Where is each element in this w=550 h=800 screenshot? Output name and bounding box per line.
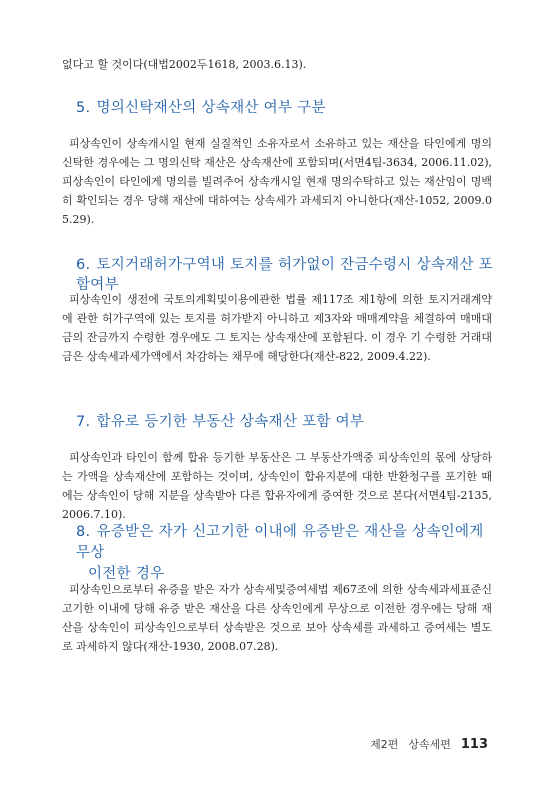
section-7-title: 합유로 등기한 부동산 상속재산 포함 여부 <box>96 414 365 430</box>
section-6-number: 6. <box>76 257 91 273</box>
section-8-heading <box>76 522 496 585</box>
section-5-title: 명의신탁재산의 상속재산 여부 구분 <box>96 100 326 116</box>
footer-title: 상속세편 <box>408 738 451 751</box>
section-5-body: 피상속인이 상속개시일 현재 실질적인 소유자로서 소유하고 있는 재산을 타인에게 명의신탁한 경우에는 그 명의신탁 재산은 상속재산에 포함되며(서면4팀-3634, 2006.11.02), 피상속인이 타인에게 명의를 빌려주어 상속개시일 현재 명의수탁하고 있는 재산임이 명백히 확인되는 경우 당해 재산에 대하여는 상속세가 과세되지 아니한다(재산-1052, 2009.05.29). <box>62 137 492 226</box>
section-7-heading <box>76 412 496 432</box>
section-8-title-line1: 유증받은 자가 신고기한 이내에 유증받은 재산을 상속인에게 무상 <box>76 524 484 561</box>
section-6-body: 피상속인이 생전에 국토의계획및이용에관한 법률 제117조 제1항에 의한 토지거래계약에 관한 허가구역에 있는 토지를 허가받지 아니하고 제3자와 매매계약을 체결하여 매매대금의 잔금까지 수령한 경우에도 그 토지는 상속재산에 포함된다. 이 경우 기 수령한 거래대금은 상속세과세가액에서 차감하는 채무에 해당한다(재산-822, 2009.4.22). <box>62 293 492 363</box>
section-7-body: 피상속인과 타인이 함께 합유 등기한 부동산은 그 부동산가액중 피상속인의 몫에 상당하는 가액을 상속재산에 포함하는 것이며, 상속인이 합유지분에 대한 반환청구를 포기한 때에는 상속인이 당해 지분을 상속받아 다른 합유자에게 증여한 것으로 본다(서면4팀-2135, 2006.7.10). <box>62 451 492 521</box>
lead-text: 없다고 할 것이다(대법2002두1618, 2003.6.13). <box>62 58 307 71</box>
section-8-body: 피상속인으로부터 유증을 받은 자가 상속세및증여세법 제67조에 의한 상속세과세표준신고기한 이내에 당해 유증 받은 재산을 다른 상속인에게 무상으로 이전한 경우에는 당해 재산을 상속인이 피상속인으로부터 상속받은 것으로 보아 상속세를 과세하고 증여세는 별도로 과세하지 않다(재산-1930, 2008.07.28). <box>62 583 492 653</box>
section-8-title-line2: 이전한 경우 <box>88 566 165 582</box>
section-5-heading <box>76 98 496 118</box>
footer-part: 제2편 <box>370 738 399 751</box>
page-footer <box>370 736 488 752</box>
page-number: 113 <box>460 737 488 752</box>
section-5-number: 5. <box>76 100 91 116</box>
section-6-heading <box>76 255 496 295</box>
section-6-title: 토지거래허가구역내 토지를 허가없이 잔금수령시 상속재산 포함여부 <box>76 257 493 293</box>
section-7-number: 7. <box>76 414 91 430</box>
section-8-number: 8. <box>76 524 91 540</box>
